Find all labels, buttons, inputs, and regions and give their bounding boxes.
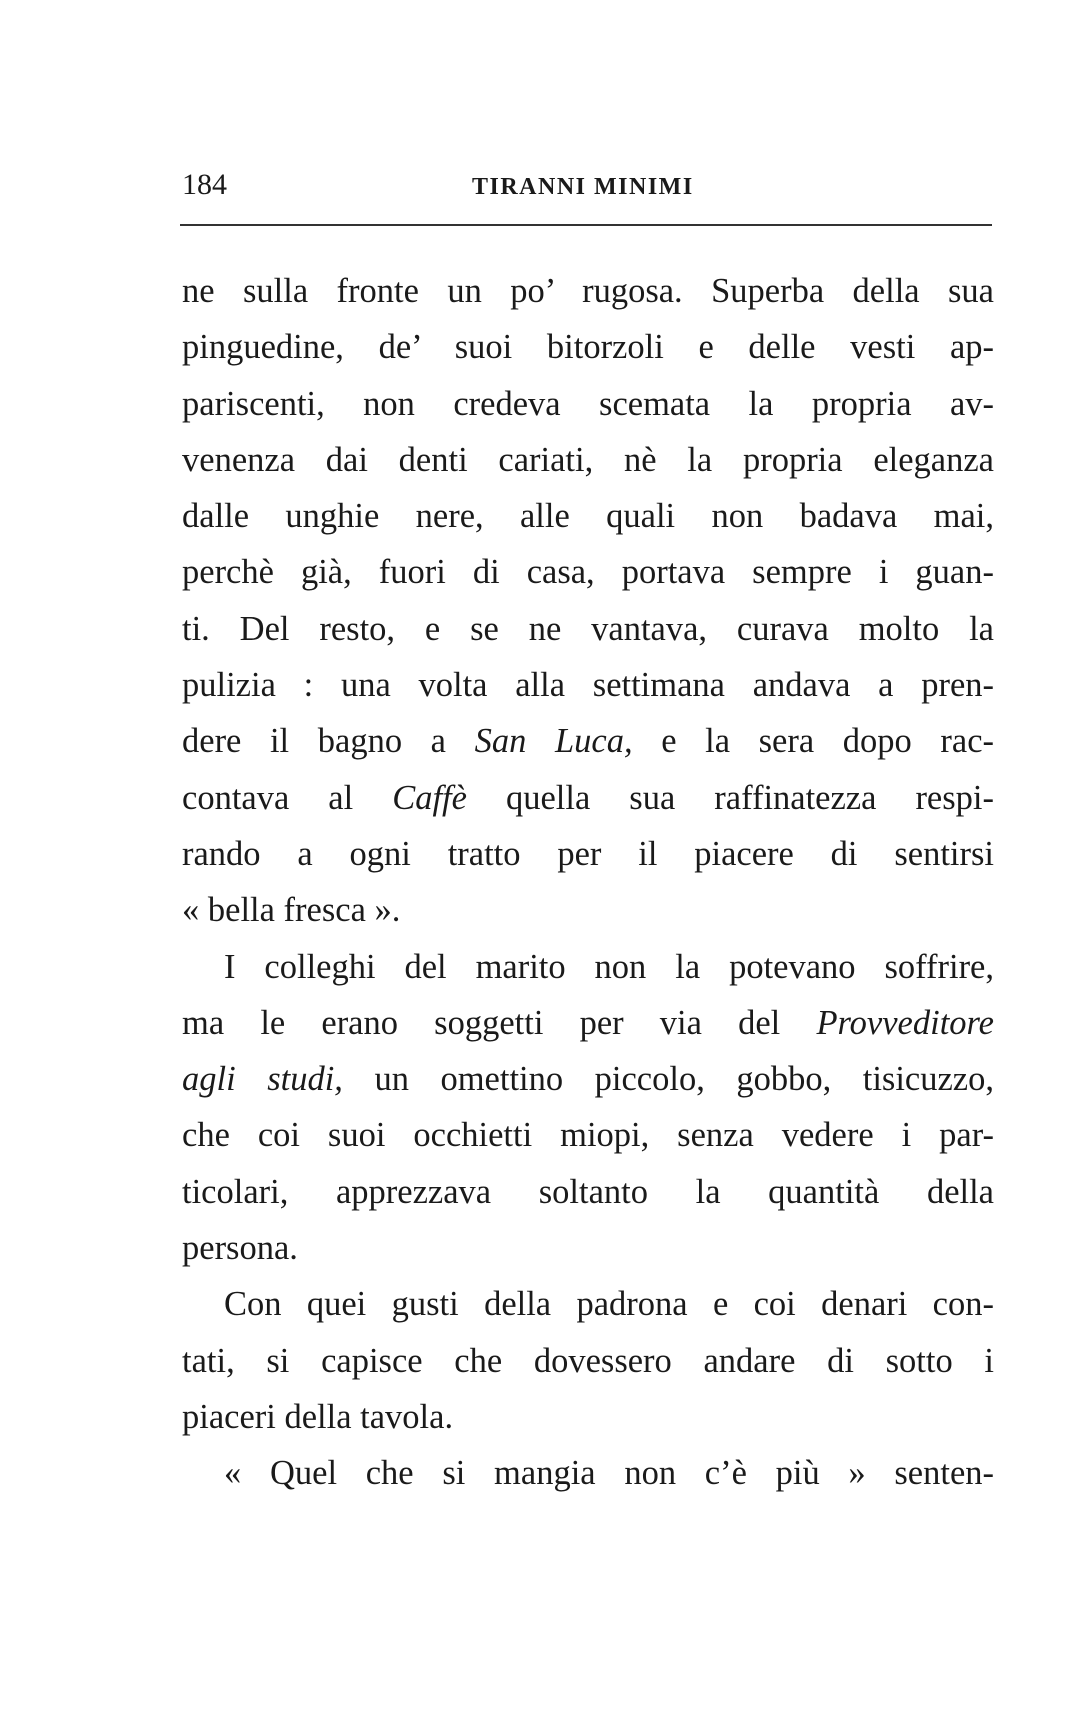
text-line: [182, 1107, 994, 1163]
paragraph: [182, 939, 994, 1277]
text-line: [182, 488, 994, 544]
text-segment: I colleghi del marito non la potevano soffrire,: [224, 947, 994, 986]
text-segment: contava al: [182, 778, 393, 817]
text-line: [182, 1445, 994, 1501]
header-rule: [180, 224, 992, 226]
paragraph: [182, 1276, 994, 1445]
text-line: [182, 995, 994, 1051]
text-segment: e la sera dopo rac-: [632, 722, 994, 761]
italic-text: agli studi,: [182, 1060, 343, 1099]
text-segment: ticolari, apprezzava soltanto la quantità della: [182, 1172, 994, 1211]
text-line: [182, 713, 994, 769]
text-line: [182, 1051, 994, 1107]
text-segment: pariscenti, non credeva scemata la propria av-: [182, 384, 994, 423]
text-segment: persona.: [182, 1229, 298, 1268]
italic-text: San Luca,: [474, 722, 633, 761]
text-segment: piaceri della tavola.: [182, 1397, 454, 1436]
text-line: [182, 1276, 994, 1332]
text-segment: perchè già, fuori di casa, portava sempre i guan-: [182, 553, 994, 592]
text-line: [182, 1164, 994, 1220]
italic-text: Provveditore: [816, 1003, 994, 1042]
text-segment: dalle unghie nere, alle quali non badava mai,: [182, 497, 994, 536]
text-line: [182, 770, 994, 826]
text-segment: quella sua raffinatezza respi-: [466, 778, 994, 817]
text-line: [182, 826, 994, 882]
text-line: [182, 939, 994, 995]
paragraph: [182, 263, 994, 939]
body-text: [182, 263, 994, 1502]
text-line: [182, 544, 994, 600]
text-segment: dere il bagno a: [182, 722, 475, 761]
text-segment: Con quei gusti della padrona e coi denari con-: [224, 1285, 994, 1324]
text-segment: pinguedine, de’ suoi bitorzoli e delle vesti ap-: [182, 328, 994, 367]
text-line: [182, 376, 994, 432]
text-segment: « bella fresca ».: [182, 891, 401, 930]
text-segment: che coi suoi occhietti miopi, senza vedere i par-: [182, 1116, 994, 1155]
text-segment: rando a ogni tratto per il piacere di sentirsi: [182, 834, 994, 873]
text-segment: tati, si capisce che dovessero andare di sotto i: [182, 1341, 994, 1380]
text-line: [182, 263, 994, 319]
text-segment: ma le erano soggetti per via del: [182, 1003, 817, 1042]
italic-text: Caffè: [392, 778, 467, 817]
text-line: [182, 1389, 994, 1445]
text-line: [182, 319, 994, 375]
text-segment: un omettino piccolo, gobbo, tisicuzzo,: [342, 1060, 994, 1099]
text-segment: ti. Del resto, e se ne vantava, curava molto la: [182, 609, 994, 648]
text-segment: venenza dai denti cariati, nè la propria eleganza: [182, 440, 994, 479]
text-line: [182, 882, 994, 938]
page-number: 184: [182, 168, 227, 201]
text-segment: ne sulla fronte un po’ rugosa. Superba della sua: [182, 272, 994, 310]
page-header: [182, 165, 992, 205]
paragraph: [182, 1445, 994, 1501]
running-title: TIRANNI MINIMI: [472, 174, 694, 200]
text-line: [182, 432, 994, 488]
text-line: [182, 601, 994, 657]
text-segment: « Quel che si mangia non c’è più » senten-: [224, 1454, 994, 1493]
text-line: [182, 657, 994, 713]
text-line: [182, 1220, 994, 1276]
text-segment: pulizia : una volta alla settimana andava a pren-: [182, 666, 994, 705]
text-line: [182, 1333, 994, 1389]
